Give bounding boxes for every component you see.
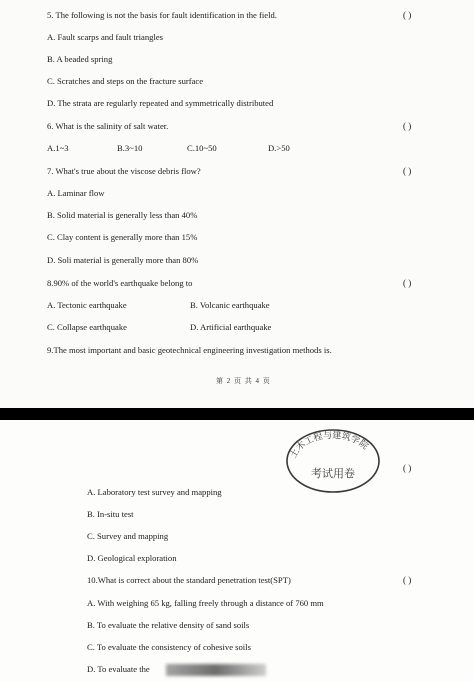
question-8-option-a: A. Tectonic earthquake	[47, 300, 127, 310]
question-7-option-c: C. Clay content is generally more than 15%	[47, 232, 198, 242]
question-10-option-c: C. To evaluate the consistency of cohesive soils	[87, 642, 251, 652]
question-9-option-c: C. Survey and mapping	[87, 531, 169, 541]
exam-seal-stamp	[284, 423, 382, 495]
page-number-footer: 第 2 页 共 4 页	[216, 377, 271, 385]
question-10-option-d: D. To evaluate the	[87, 664, 150, 674]
page-break-bar	[0, 408, 474, 420]
question-5-option-c: C. Scratches and steps on the fracture surface	[47, 76, 204, 86]
question-5-stem: 5. The following is not the basis for fault identification in the field.	[47, 10, 277, 20]
stamp-ring-text: 土木工程与建筑学院	[288, 430, 370, 461]
question-7-stem: 7. What's true about the viscose debris flow?	[47, 166, 201, 176]
question-6-stem: 6. What is the salinity of salt water.	[47, 121, 169, 131]
question-8-option-b: B. Volcanic earthquake	[190, 300, 270, 310]
question-7-answer-blank: ( )	[403, 166, 412, 176]
question-5-option-a: A. Fault scarps and fault triangles	[47, 32, 163, 42]
stamp-center-text: 考试用卷	[311, 467, 355, 480]
question-7-option-b: B. Solid material is generally less than 40%	[47, 210, 198, 220]
question-9-option-b: B. In-situ test	[87, 509, 134, 519]
question-9-stem: 9.The most important and basic geotechnical engineering investigation methods is.	[47, 345, 332, 355]
question-7-option-a: A. Laminar flow	[47, 188, 105, 198]
question-10-answer-blank: ( )	[403, 575, 412, 585]
question-6-answer-blank: ( )	[403, 121, 412, 131]
question-9-answer-blank: ( )	[403, 463, 412, 473]
question-5-answer-blank: ( )	[403, 10, 412, 20]
question-5-option-d: D. The strata are regularly repeated and symmetrically distributed	[47, 98, 274, 108]
question-6-option-a: A.1~3	[47, 143, 69, 153]
question-6-option-b: B.3~10	[117, 143, 143, 153]
question-7-option-d: D. Soli material is generally more than 80%	[47, 255, 199, 265]
redacted-text-blur	[166, 664, 266, 676]
question-5-option-b: B. A beaded spring	[47, 54, 113, 64]
question-8-option-d: D. Artificial earthquake	[190, 322, 272, 332]
question-10-option-a: A. With weighing 65 kg, falling freely through a distance of 760 mm	[87, 598, 324, 608]
question-9-option-d: D. Geological exploration	[87, 553, 177, 563]
question-10-option-b: B. To evaluate the relative density of sand soils	[87, 620, 250, 630]
question-8-answer-blank: ( )	[403, 278, 412, 288]
question-10-stem: 10.What is correct about the standard penetration test(SPT)	[87, 575, 291, 585]
question-6-option-d: D.>50	[268, 143, 290, 153]
question-9-option-a: A. Laboratory test survey and mapping	[87, 487, 222, 497]
question-6-option-c: C.10~50	[187, 143, 217, 153]
question-8-option-c: C. Collapse earthquake	[47, 322, 127, 332]
question-8-stem: 8.90% of the world's earthquake belong to	[47, 278, 193, 288]
